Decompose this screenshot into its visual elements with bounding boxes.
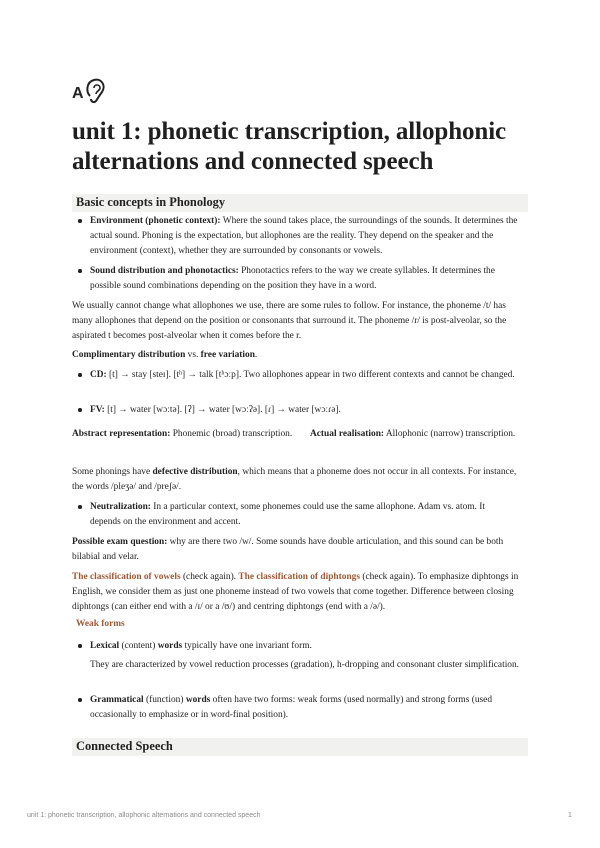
bullet-icon bbox=[78, 408, 82, 412]
section-title: Basic concepts in Phonology bbox=[76, 195, 226, 209]
weak-forms-heading: Weak forms bbox=[76, 619, 125, 629]
paragraph-classification: The classification of vowels (check again). The classification of diphtongs (check again). To emphasize diphtongs in English, we consider them as just one phoneme instead of two vowels that come together. Difference between closing diphtongs (can either end with a /ɪ/ or a /ʊ/) and centring diphtongs (end with a /ə/). bbox=[72, 572, 519, 612]
definition: [t] → stay [steɪ]. [tʰ] → talk [tʰɔːp]. Two allophones appear in two different contexts and cannot be changed. bbox=[106, 370, 515, 380]
bullet-icon bbox=[78, 698, 82, 702]
list-item bbox=[78, 500, 518, 530]
section-title: Connected Speech bbox=[76, 739, 173, 753]
list-item: Grammatical (function) words often have two forms: weak forms (used normally) and strong forms (used occasionally to emphasize or in word-final position). bbox=[78, 693, 518, 723]
page-title: unit 1: phonetic transcription, allophonic alternations and connected speech bbox=[72, 118, 507, 175]
definition: Phonotactics refers to the way we create syllables. It determines the possible sound combinations depending on the position they have in a word. bbox=[90, 266, 495, 291]
logo-letter: A bbox=[72, 85, 84, 102]
paragraph-exam: Possible exam question: why are there two /w/. Some sounds have double articulation, and this sound can be both bilabial and velar. bbox=[72, 537, 504, 562]
lexical-description: They are characterized by vowel reduction processes (gradation), h-dropping and consonant cluster simplification. bbox=[90, 660, 520, 670]
list-item: Lexical (content) words typically have one invariant form. bbox=[78, 639, 518, 654]
list-item bbox=[78, 368, 518, 398]
term: Sound distribution and phonotactics: bbox=[90, 266, 239, 276]
bullet-icon bbox=[78, 219, 82, 223]
paragraph-distribution: Complimentary distribution vs. free variation. bbox=[72, 350, 258, 360]
bullet-icon bbox=[78, 373, 82, 377]
section-header-basic bbox=[72, 194, 528, 212]
definition: [t] → water [wɔːtə]. [ʔ] → water [wɔːʔə]. [ɾ] → water [wɔːɾə]. bbox=[104, 405, 341, 415]
bullet-icon bbox=[78, 505, 82, 509]
definition: In a particular context, some phonemes could use the same allophone. Adam vs. atom. It depends on the environment and accent. bbox=[90, 502, 485, 527]
abstract-representation: Abstract representation: Phonemic (broad) transcription. bbox=[72, 429, 293, 439]
ear-ai-icon bbox=[72, 76, 108, 104]
link-vowels: The classification of vowels bbox=[72, 572, 181, 582]
term: FV: bbox=[90, 405, 105, 415]
term: CD: bbox=[90, 370, 107, 380]
link-diphtongs: The classification of diphtongs bbox=[238, 572, 361, 582]
term: Neutralization: bbox=[90, 502, 151, 512]
paragraph-allophones: We usually cannot change what allophones we use, there are some rules to follow. For instance, the phoneme /t/ has many allophones that depend on the position or consonants that surround it. The phoneme /r/ is post-alveolar, so the aspirated t becomes post-alveolar when it comes before the r. bbox=[72, 301, 507, 341]
paragraph-defective: Some phonings have defective distribution, which means that a phoneme does not occur in all contexts. For instance, the words /pleʒə/ and /preʃə/. bbox=[72, 467, 517, 492]
definition: Where the sound takes place, the surroundings of the sounds. It determines the actual sound. Phoning is the expectation, but allophones are the reality. They depend on the speaker and the environment (context), whether they are surrounded by consonants or vowels. bbox=[90, 216, 518, 256]
bullet-icon bbox=[78, 644, 82, 648]
bullet-icon bbox=[78, 269, 82, 273]
list-item bbox=[78, 264, 518, 294]
term: Environment (phonetic context): bbox=[90, 216, 221, 226]
list-item bbox=[78, 403, 518, 418]
footer-title: unit 1: phonetic transcription, allophonic alternations and connected speech bbox=[27, 812, 261, 819]
page-number: 1 bbox=[568, 812, 572, 819]
actual-realisation: Actual realisation: Allophonic (narrow) transcription. bbox=[310, 429, 516, 439]
list-item bbox=[78, 214, 518, 259]
section-header-connected bbox=[72, 738, 528, 756]
